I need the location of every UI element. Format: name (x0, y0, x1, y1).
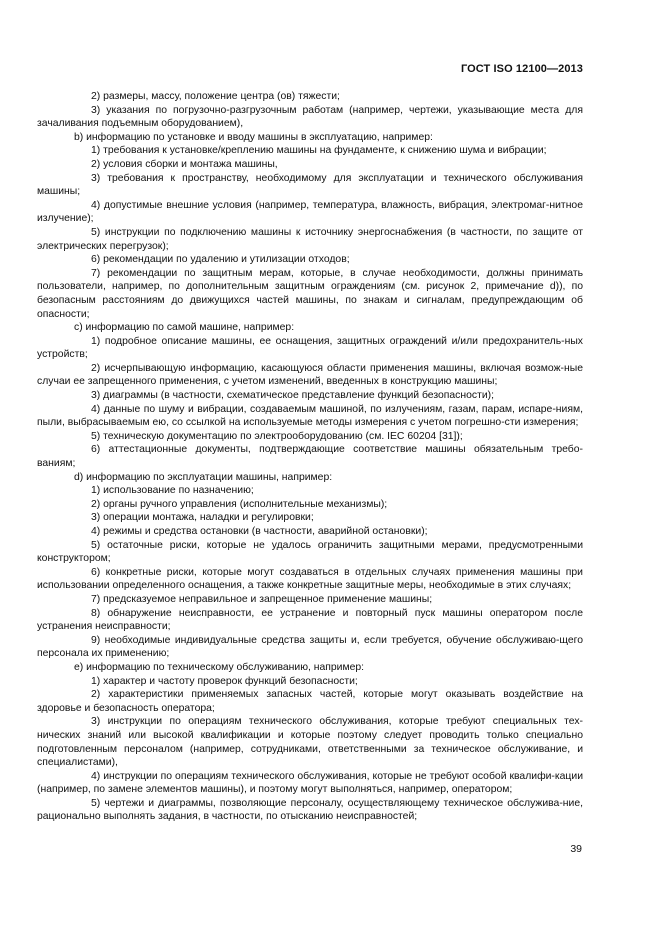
list-subitem: 7) предсказуемое неправильное и запрещенное применение машины; (91, 593, 433, 605)
list-subitem: 9) необходимые индивидуальные средства защиты и, если требуется, обучение обслуживаю-щего персонала их применению; (37, 634, 583, 660)
list-subitem: 3) операции монтажа, наладки и регулировки; (91, 512, 314, 524)
list-subitem: 5) чертежи и диаграммы, позволяющие персоналу, осуществляющему техническое обслужива-ние, рационально выполнять задания, в частности, по отысканию неисправностей; (37, 797, 583, 823)
list-subitem: 4) инструкции по операциям технического обслуживания, которые не требуют особой квалифи-кации (например, по замене элементов машины), и поэтому могут выполняться, например, оператором; (37, 770, 583, 796)
list-subitem: 1) характер и частоту проверок функций безопасности; (91, 675, 358, 687)
list-subitem: 3) указания по погрузочно-разгрузочным работам (например, чертежи, указывающие места для зачаливания подъемным оборудованием), (37, 104, 583, 130)
list-subitem: 4) режимы и средства остановки (в частности, аварийной остановки); (91, 526, 428, 537)
list-subitem: 1) требования к установке/креплению машины на фундаменте, к снижению шума и вибрации; (91, 145, 547, 157)
list-section-item: c) информацию по самой машине, например: (74, 322, 295, 334)
body-text (37, 90, 583, 824)
list-subitem: 6) аттестационные документы, подтверждающие соответствие машины обязательным требо-ваниям; (37, 444, 583, 470)
list-subitem: 3) диаграммы (в частности, схематическое представление функций безопасности); (91, 390, 494, 402)
list-subitem: 2) характеристики применяемых запасных частей, которые могут оказывать воздействие на здоровье и безопасность оператора; (37, 689, 583, 714)
list-subitem: 1) подробное описание машины, ее оснащения, защитных ограждений и/или предохранитель-ных устройств; (37, 335, 583, 361)
list-subitem: 5) остаточные риски, которые не удалось ограничить защитными мерами, предусмотренными конструктором; (37, 539, 583, 565)
list-section-item: b) информацию по установке и вводу машины в эксплуатацию, например: (74, 131, 433, 143)
list-subitem: 1) использование по назначению; (91, 485, 254, 497)
list-subitem: 5) техническую документацию по электрооборудованию (см. IEC 60204 [31]); (91, 430, 463, 442)
list-subitem: 8) обнаружение неисправности, ее устранение и повторный пуск машины оператором после устранения неисправности; (37, 607, 583, 633)
list-subitem: 4) допустимые внешние условия (например, температура, влажность, вибрация, электромаг-нитное излучение); (37, 199, 583, 225)
list-subitem: 6) рекомендации по удалению и утилизации отходов; (91, 254, 350, 266)
list-subitem: 2) размеры, массу, положение центра (ов) тяжести; (91, 91, 340, 102)
list-subitem: 5) инструкции по подключению машины к источнику энергоснабжения (в частности, по защите от электрических перегрузок); (37, 226, 583, 252)
list-subitem: 2) исчерпывающую информацию, касающуюся области применения машины, включая возмож-ные случаи ее запрещенного применения, с учетом изменений, введенных в конструкцию машины; (37, 362, 583, 388)
page-number: 39 (570, 843, 582, 855)
list-subitem: 7) рекомендации по защитным мерам, которые, в случае необходимости, должны принимать пользователи, например, по дополнительным защитным ограждениям (см. рисунок 2, примечание d)), по безопасным расстояниям до движущихся частей машины, по знакам и сигналам, предупреждающим об опасности; (37, 267, 583, 320)
list-subitem: 2) органы ручного управления (исполнительные механизмы); (91, 498, 388, 510)
list-subitem: 3) требования к пространству, необходимому для эксплуатации и технического обслуживания машины; (37, 172, 583, 198)
list-subitem: 3) инструкции по операциям технического обслуживания, которые требуют специальных тех-нических знаний или высокой квалификации и которые поэтому следует проводить только специально подготовленным персоналом (например, сотрудниками, ответственными за техническое обслуживание, и специалистами), (37, 716, 583, 769)
standard-header: ГОСТ ISO 12100—2013 (460, 63, 583, 75)
list-subitem: 4) данные по шуму и вибрации, создаваемым машиной, по излучениям, газам, парам, испаре-ниям, пыли, выбрасываемым ею, со ссылкой на используемые методы измерения с учетом погрешно-сти измерения; (37, 403, 583, 429)
list-section-item: e) информацию по техническому обслуживанию, например: (74, 661, 365, 673)
list-section-item: d) информацию по эксплуатации машины, например: (74, 471, 333, 483)
list-subitem: 2) условия сборки и монтажа машины, (91, 158, 278, 170)
list-subitem: 6) конкретные риски, которые могут создаваться в отдельных случаях применения машины при использовании определенного оснащения, а также конкретные защитные меры, необходимые в этих случаях; (37, 566, 583, 592)
